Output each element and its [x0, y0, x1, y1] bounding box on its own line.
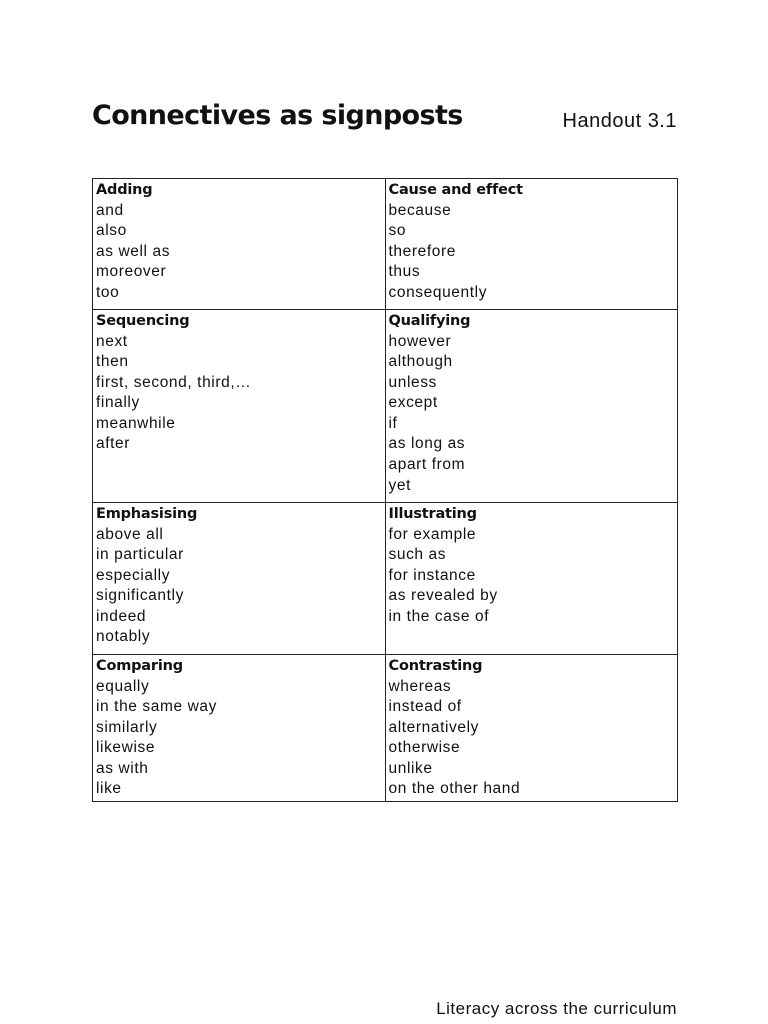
- connective-word: unless: [388, 373, 437, 391]
- connective-word: if: [388, 414, 398, 432]
- connective-word: on the other hand: [388, 780, 521, 798]
- connective-word: meanwhile: [96, 414, 176, 432]
- connective-word: in the same way: [96, 698, 217, 716]
- connective-word: finally: [96, 394, 140, 412]
- table-row: [93, 655, 678, 802]
- connective-word: although: [388, 353, 453, 371]
- connective-word: significantly: [96, 587, 184, 605]
- connective-word: for example: [388, 525, 477, 543]
- cell-emphasising: [93, 503, 386, 655]
- category-heading: Contrasting: [388, 658, 483, 674]
- connective-word: yet: [388, 476, 411, 494]
- category-heading: Comparing: [96, 658, 183, 674]
- connective-word: thus: [388, 263, 421, 281]
- connective-word: also: [96, 222, 127, 240]
- connective-word: such as: [388, 546, 447, 564]
- connective-word: as well as: [96, 242, 171, 260]
- connective-word: first, second, third,…: [96, 373, 252, 391]
- connective-word: however: [388, 332, 452, 350]
- connective-word: above all: [96, 525, 164, 543]
- connective-word: equally: [96, 677, 150, 695]
- connective-word: moreover: [96, 263, 167, 281]
- connective-word: so: [388, 222, 407, 240]
- connective-word: next: [96, 332, 128, 350]
- connective-word: likewise: [96, 739, 156, 757]
- connective-word: in the case of: [388, 607, 490, 625]
- category-heading: Qualifying: [388, 313, 471, 329]
- table-row: [93, 310, 678, 503]
- connective-word: in particular: [96, 546, 184, 564]
- connective-word: notably: [96, 628, 151, 646]
- connective-word: therefore: [388, 242, 456, 260]
- connective-word: apart from: [388, 456, 466, 474]
- connective-word: then: [96, 353, 129, 371]
- connective-word: unlike: [388, 759, 433, 777]
- connective-word: and: [96, 201, 124, 219]
- connective-word: instead of: [388, 698, 462, 716]
- category-heading: Sequencing: [96, 313, 190, 329]
- table-row: [93, 179, 678, 310]
- connective-word: as with: [96, 759, 149, 777]
- connective-word: as long as: [388, 435, 466, 453]
- connective-word: like: [96, 780, 122, 798]
- category-heading: Adding: [96, 182, 153, 198]
- connective-word: because: [388, 201, 452, 219]
- connective-word: as revealed by: [388, 587, 498, 605]
- connective-word: especially: [96, 566, 171, 584]
- connective-word: alternatively: [388, 718, 480, 736]
- category-heading: Cause and effect: [388, 182, 523, 198]
- handout-number: Handout 3.1: [562, 110, 677, 132]
- connectives-table: [92, 178, 678, 802]
- cell-qualifying: [385, 310, 678, 503]
- connective-word: too: [96, 283, 120, 301]
- cell-cause-and-effect: [385, 179, 678, 310]
- connective-word: otherwise: [388, 739, 461, 757]
- cell-illustrating: [385, 503, 678, 655]
- cell-adding: [93, 179, 386, 310]
- connective-word: for instance: [388, 566, 476, 584]
- footer-series-title: Literacy across the curriculum: [436, 999, 677, 1018]
- connective-word: indeed: [96, 607, 147, 625]
- connective-word: consequently: [388, 283, 488, 301]
- connective-word: similarly: [96, 718, 158, 736]
- category-heading: Emphasising: [96, 506, 198, 522]
- connective-word: after: [96, 435, 131, 453]
- connective-word: whereas: [388, 677, 452, 695]
- cell-contrasting: [385, 655, 678, 802]
- table-row: [93, 503, 678, 655]
- connective-word: except: [388, 394, 438, 412]
- page-title: Connectives as signposts: [92, 100, 463, 131]
- category-heading: Illustrating: [388, 506, 477, 522]
- cell-comparing: [93, 655, 386, 802]
- cell-sequencing: [93, 310, 386, 503]
